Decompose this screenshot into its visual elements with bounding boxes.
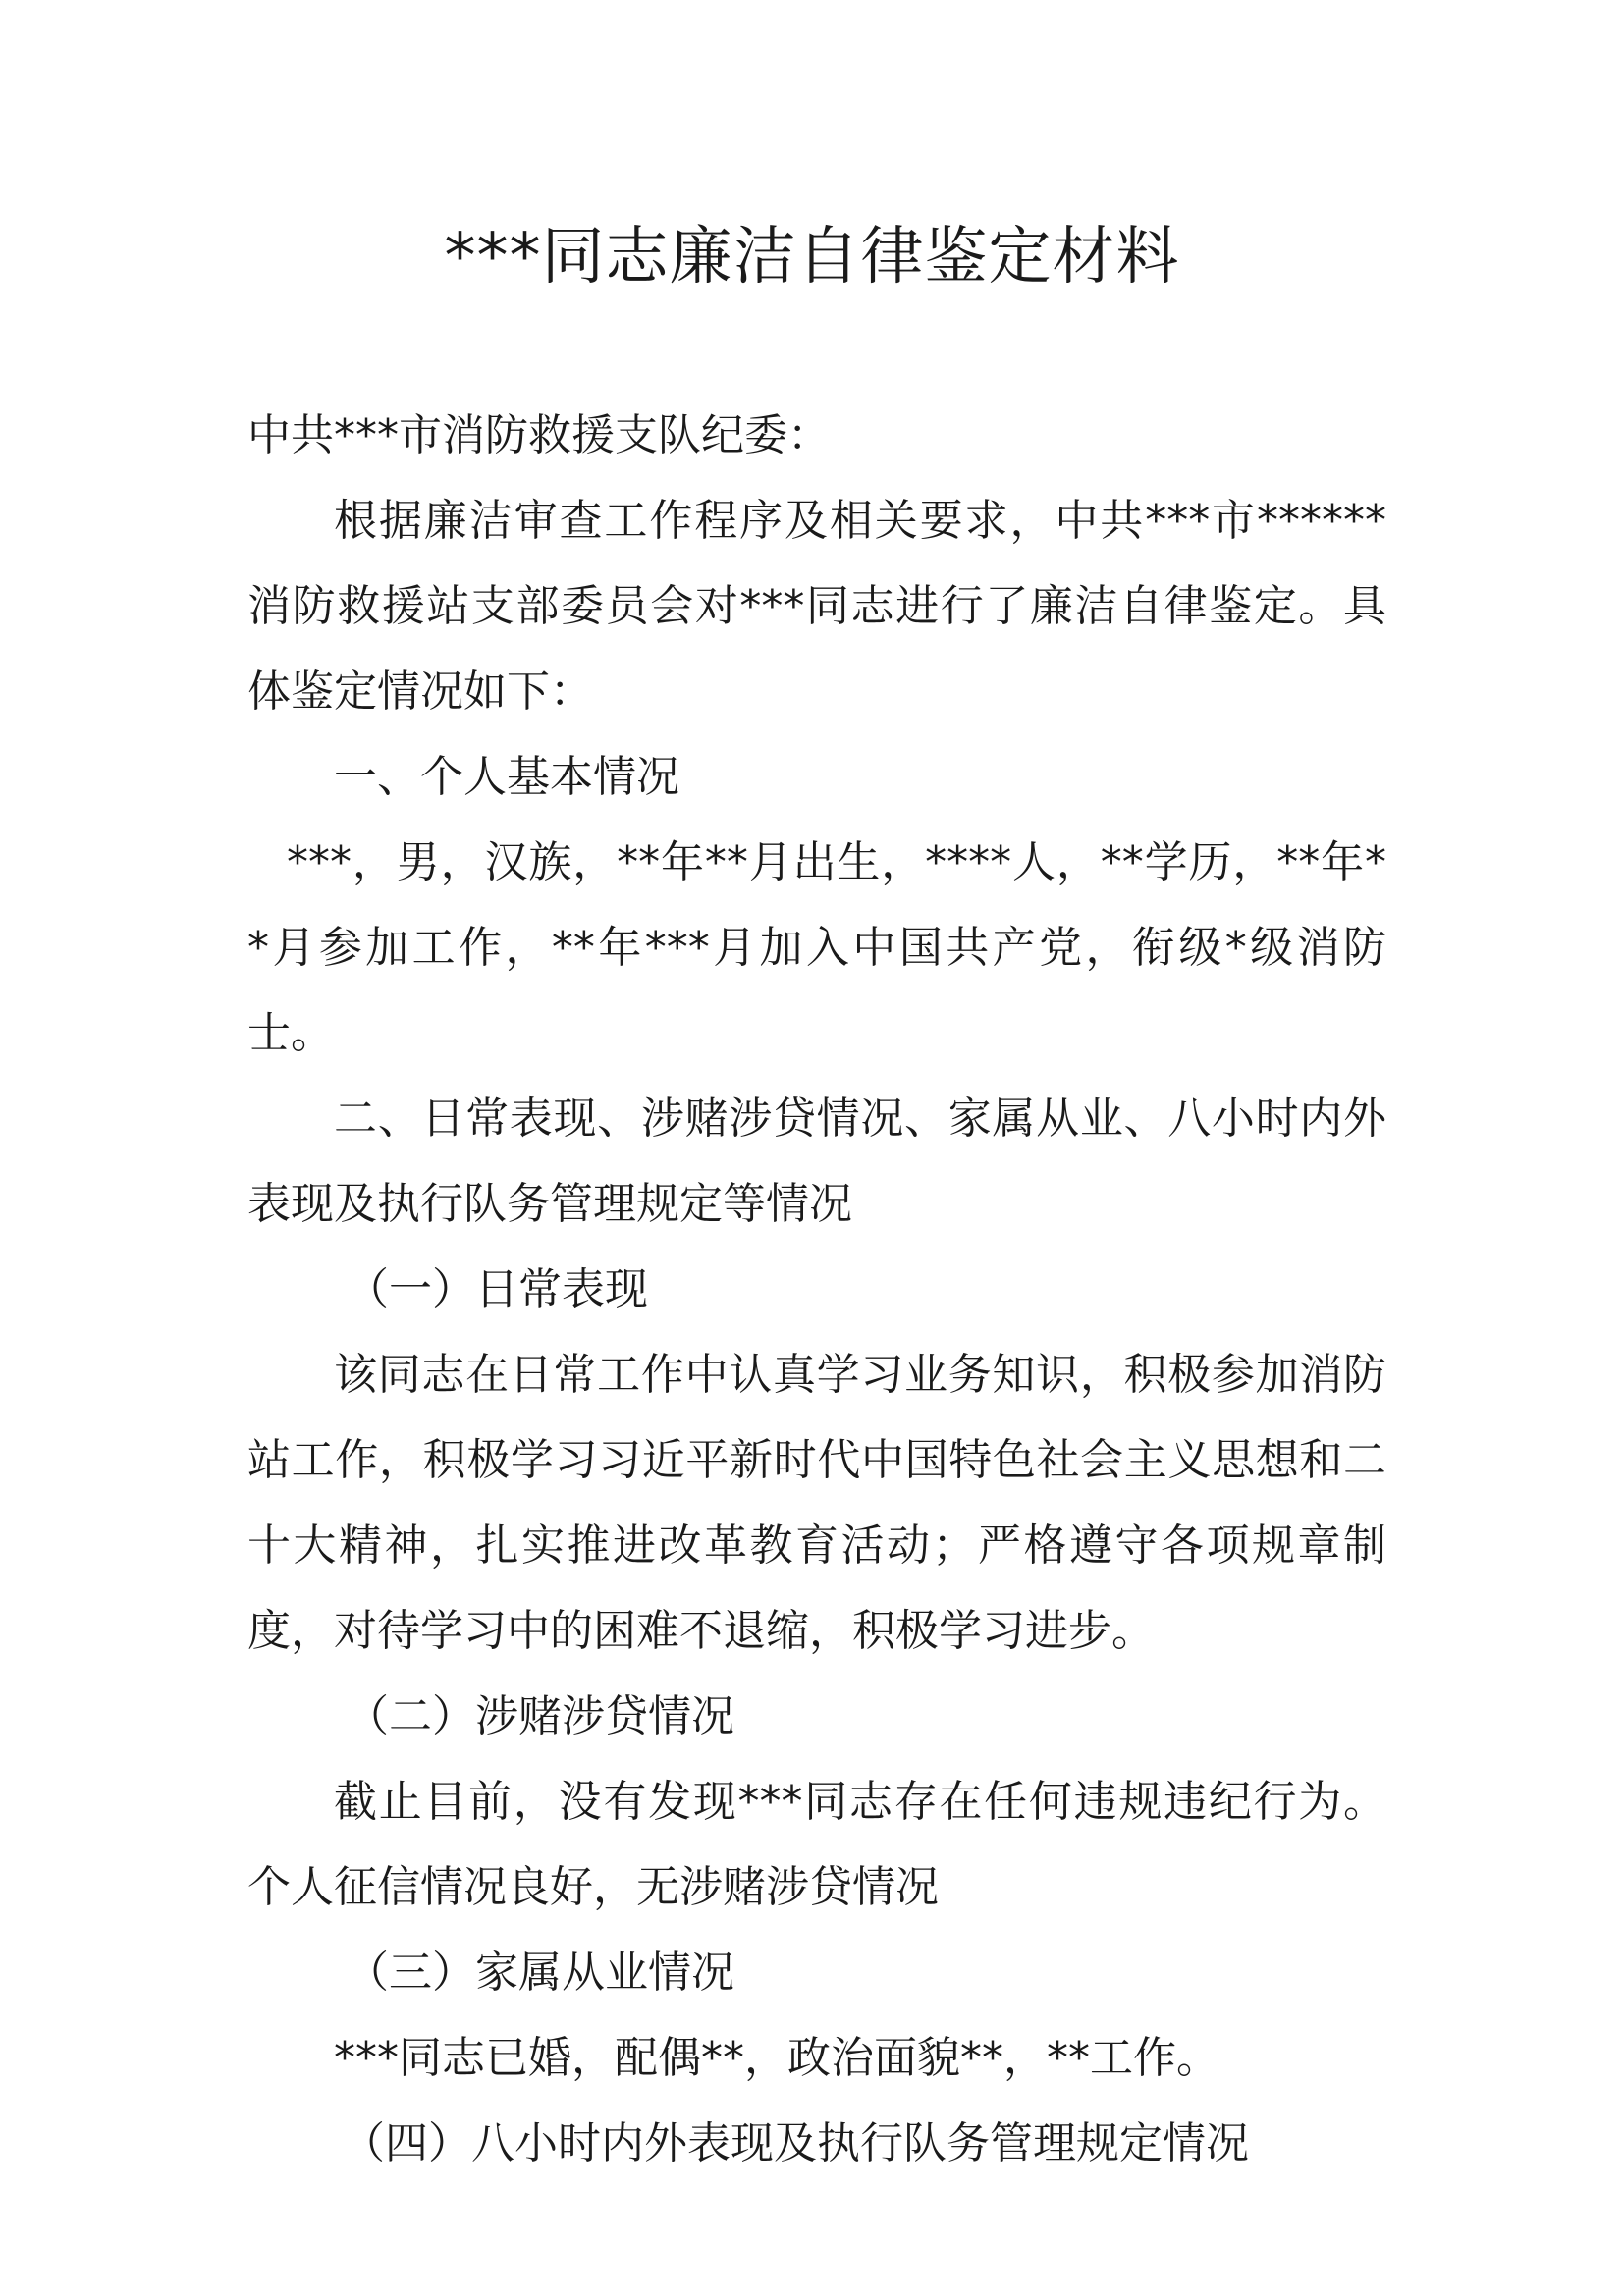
paragraph-family-employment: ***同志已婚，配偶**，政治面貌**，**工作。 [334,2033,1219,2083]
subsection-heading-3: （三）家属从业情况 [346,1948,734,1998]
document-title: ***同志廉洁自律鉴定材料 [444,221,1180,294]
paragraph-basic-info: ***，男，汉族，**年**月出生，****人，**学历，**年**月参加工作，**年***月加入中国共产党，衔级*级消防士。 [247,837,1386,1058]
section-heading-2: 二、日常表现、涉赌涉贷情况、家属从业、八小时内外表现及执行队务管理规定等情况 [247,1094,1386,1229]
document-body [247,393,1386,2186]
subsection-heading-4: （四）八小时内外表现及执行队务管理规定情况 [342,2118,1249,2168]
paragraph-intro: 根据廉洁审查工作程序及相关要求，中共***市******消防救援站支部委员会对***同志进行了廉洁自律鉴定。具体鉴定情况如下： [247,496,1386,717]
subsection-heading-2: （二）涉赌涉贷情况 [346,1691,734,1741]
subsection-heading-1: （一）日常表现 [346,1264,648,1314]
section-heading-1: 一、个人基本情况 [334,752,679,802]
salutation: 中共***市消防救援支队纪委： [247,410,831,460]
paragraph-daily-performance: 该同志在日常工作中认真学习业务知识，积极参加消防站工作，积极学习习近平新时代中国特色社会主义思想和二十大精神，扎实推进改革教育活动；严格遵守各项规章制度，对待学习中的困难不退缩，积极学习进步。 [247,1350,1386,1656]
paragraph-gambling-loans: 截止目前，没有发现***同志存在任何违规违纪行为。个人征信情况良好，无涉赌涉贷情况 [247,1777,1386,1912]
